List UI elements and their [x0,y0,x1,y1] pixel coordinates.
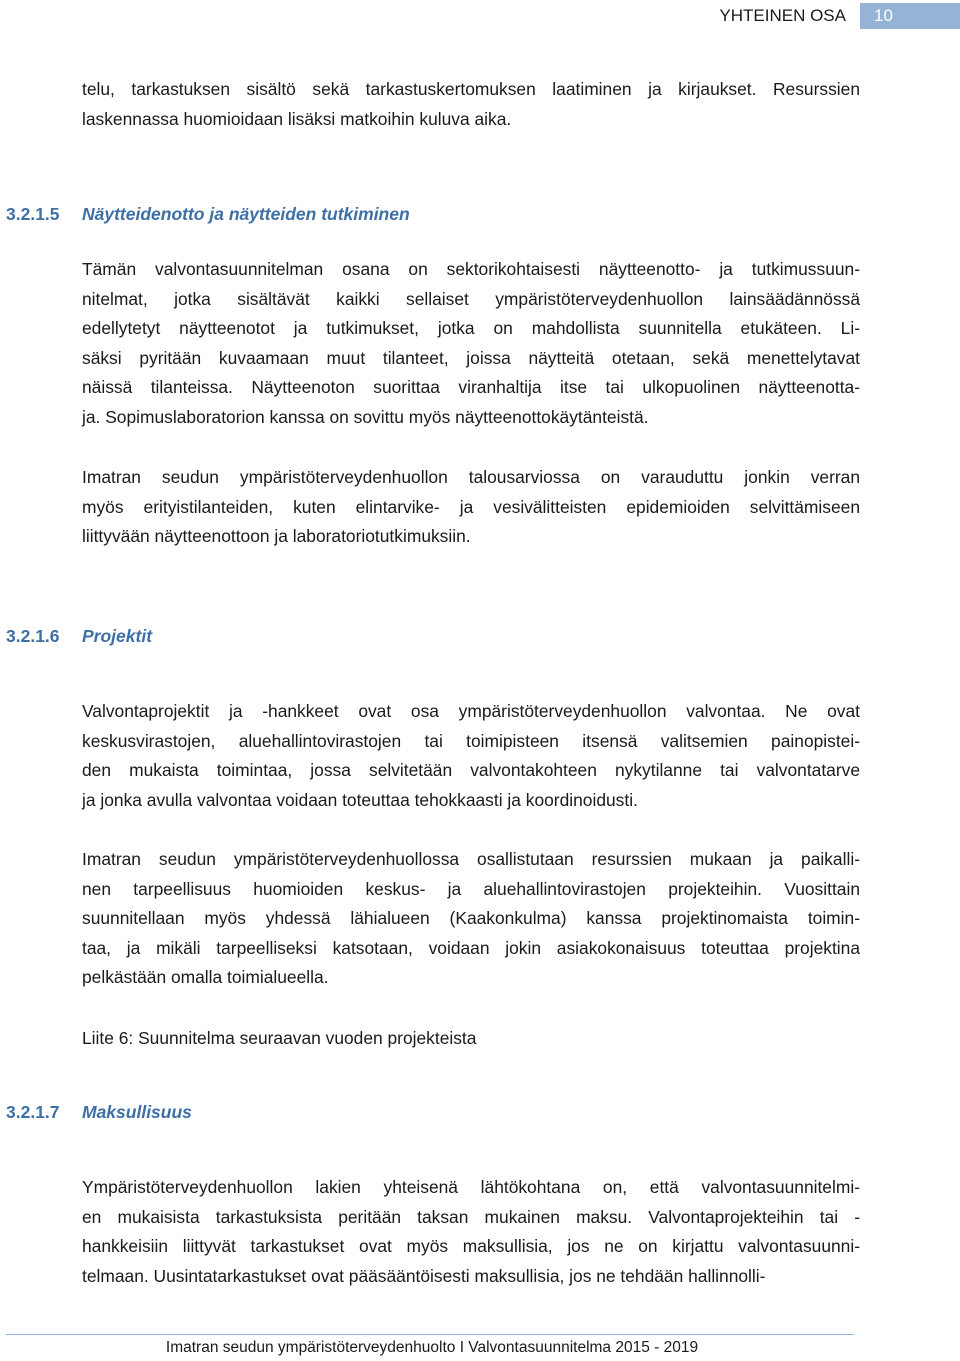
paragraph-projects [82,697,860,815]
heading-number: 3.2.1.6 [6,626,60,646]
text-line: ja. Sopimuslaboratorion kanssa on sovittu myös näytteenottokäytänteistä. [82,406,649,427]
text-line: nen tarpeellisuus huomioiden keskus- ja aluehallintovirastojen projekteihin. Vuosittain [82,878,860,899]
text-line: en mukaisista tarkastuksista peritään taksan mukainen maksu. Valvontaprojekteihin tai - [82,1206,860,1227]
page-number: 10 [860,3,960,29]
text-line: taa, ja mikäli tarpeelliseksi katsotaan, voidaan jokin asiakokonaisuus toteuttaa projektina [82,937,860,958]
text-line: Valvontaprojektit ja -hankkeet ovat osa ympäristöterveydenhuollon valvontaa. Ne ovat [82,701,860,721]
footer-text: Imatran seudun ympäristöterveydenhuolto I Valvontasuunnitelma 2015 - 2019 [165,1339,699,1356]
heading-3-2-1-5 [6,203,410,225]
heading-3-2-1-7 [6,1101,192,1123]
paragraph-fees [82,1173,860,1291]
text-line: näissä tilanteissa. Näytteenoton suorittaa viranhaltija itse tai ulkopuolinen näytteenotta- [82,377,860,397]
paragraph-appendix-6 [82,1024,860,1054]
heading-title: Maksullisuus [82,1102,192,1122]
text-line: ja jonka avulla valvontaa voidaan toteuttaa tehokkaasti ja koordinoidusti. [82,789,638,810]
text-line: Tämän valvontasuunnitelman osana on sektorikohtaisesti näytteenotto- ja tutkimussuun- [82,259,860,279]
heading-number: 3.2.1.5 [6,204,60,224]
section-label: YHTEINEN OSA [719,6,846,25]
text-line: laskennassa huomioidaan lisäksi matkoihin kuluva aika. [82,108,512,129]
footer-rule [6,1334,854,1335]
heading-number: 3.2.1.7 [6,1102,60,1122]
text-line: den mukaista toimintaa, jossa selvitetään valvontakohteen nykytilanne tai valvontatarve [82,760,860,780]
text-line: nitelmat, jotka sisältävät kaikki sellaiset ympäristöterveydenhuollon lainsäädännössä [82,288,860,309]
paragraph-projects-participation [82,845,860,993]
text-line: telmaan. Uusintatarkastukset ovat pääsääntöisesti maksullisia, jos ne tehdään hallinnolli- [82,1265,766,1286]
heading-title: Näytteidenotto ja näytteiden tutkiminen [82,204,410,224]
heading-title: Projektit [82,626,153,646]
text-line: keskusvirastojen, aluehallintovirastojen tai toimipisteen itsensä valitsemien painopistei- [82,730,860,751]
text-line: telu, tarkastuksen sisältö sekä tarkastuskertomuksen laatiminen ja kirjaukset. Resurssien [82,79,860,99]
text-line: säksi pyritään kuvaamaan muut tilanteet, joissa näytteitä otetaan, sekä menettelytavat [82,347,860,368]
text-line: Imatran seudun ympäristöterveydenhuollossa osallistutaan resurssien mukaan ja paikalli- [82,849,860,869]
text-line: suunnitellaan myös yhdessä lähialueen (Kaakonkulma) kanssa projektinomaista toimin- [82,908,860,928]
text-line: liittyvään näytteenottoon ja laboratoriotutkimuksiin. [82,526,471,546]
text-line: myös erityistilanteiden, kuten elintarvike- ja vesivälitteisten epidemioiden selvittämiseen [82,496,860,517]
text-line: Imatran seudun ympäristöterveydenhuollon talousarviossa on varauduttu jonkin verran [82,467,860,487]
text-line: edellytetyt näytteenotot ja tutkimukset, jotka on mahdollista suunnitella etukäteen. Li- [82,318,860,338]
paragraph-sampling-budget [82,463,860,552]
heading-3-2-1-6 [6,625,152,647]
paragraph-sampling-plans [82,255,860,432]
text-line: hankkeisiin liittyvät tarkastukset ovat myös maksullisia, jos ne on kirjattu valvontasuunni- [82,1236,860,1256]
paragraph-intro [82,75,860,134]
text-line: pelkästään omalla toimialueella. [82,967,329,987]
text-line: Ympäristöterveydenhuollon lakien yhteisenä lähtökohtana on, että valvontasuunnitelmi- [82,1177,860,1197]
text-line: Liite 6: Suunnitelma seuraavan vuoden projekteista [82,1028,477,1048]
